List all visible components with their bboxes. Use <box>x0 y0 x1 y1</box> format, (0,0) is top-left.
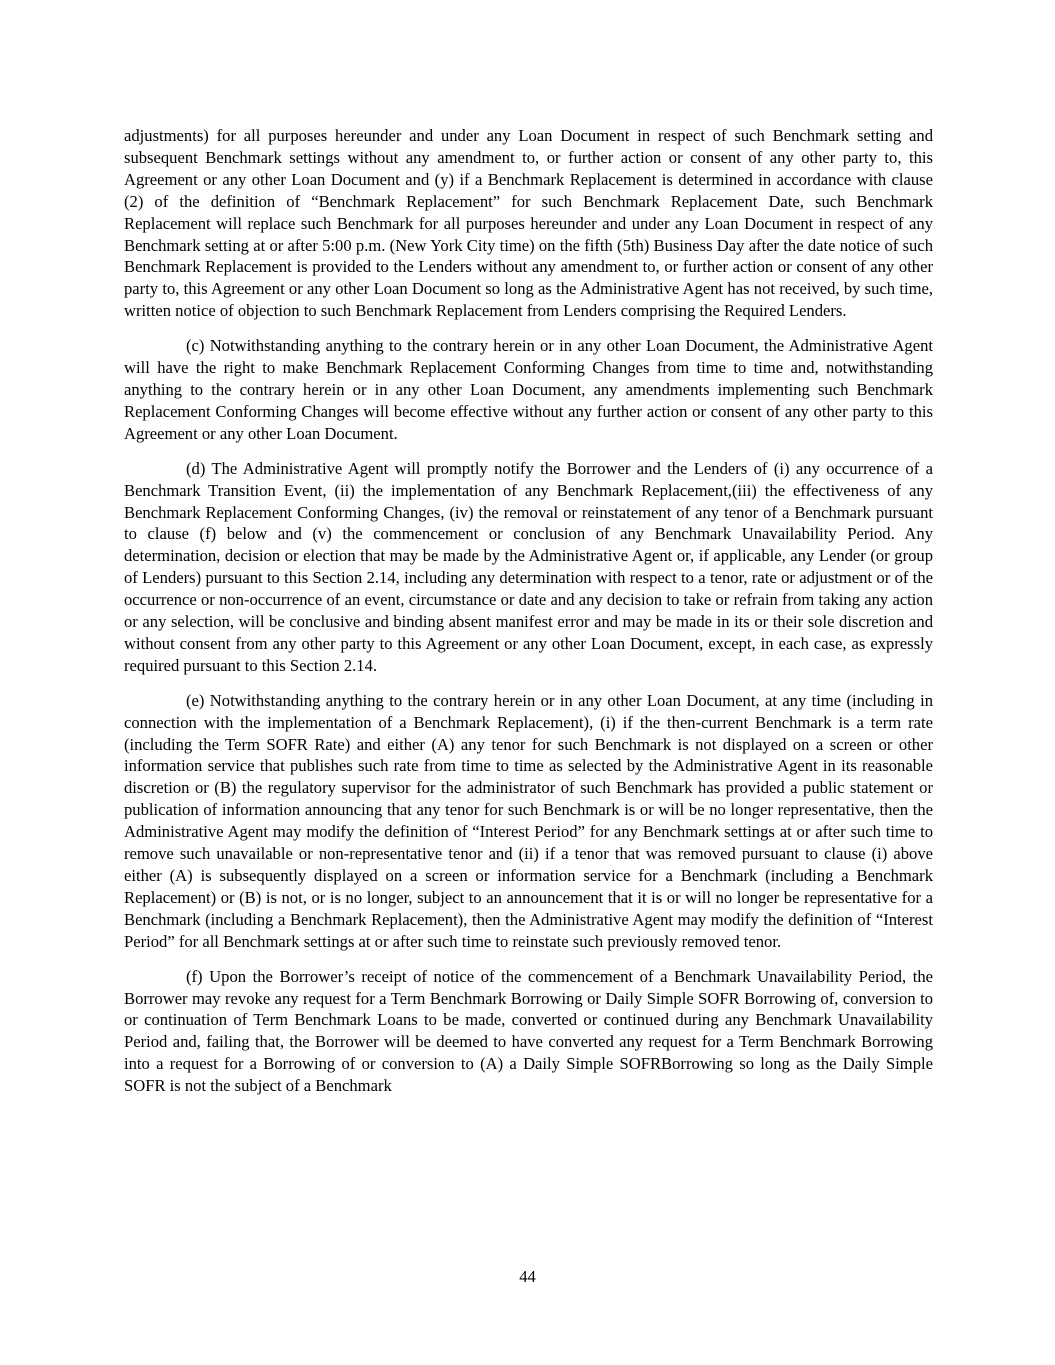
paragraph-e: (e) Notwithstanding anything to the contrary herein or in any other Loan Document, at any time (including in connection with the implementation of a Benchmark Replacement), (i) if the then-current Benchmark is a term rate (including the Term SOFR Rate) and either (A) any tenor for such Benchmark is not displayed on a screen or other information service that publishes such rate from time to time as selected by the Administrative Agent in its reasonable discretion or (B) the regulatory supervisor for the administrator of such Benchmark has provided a public statement or publication of information announcing that any tenor for such Benchmark is or will be no longer representative, then the Administrative Agent may modify the definition of “Interest Period” for any Benchmark settings at or after such time to remove such unavailable or non-representative tenor and (ii) if a tenor that was removed pursuant to clause (i) above either (A) is subsequently displayed on a screen or information service for a Benchmark (including a Benchmark Replacement) or (B) is not, or is no longer, subject to an announcement that it is or will no longer be representative for a Benchmark (including a Benchmark Replacement), then the Administrative Agent may modify the definition of “Interest Period” for all Benchmark settings at or after such time to reinstate such previously removed tenor. <box>124 690 933 951</box>
paragraph-f: (f) Upon the Borrower’s receipt of notice of the commencement of a Benchmark Unavailability Period, the Borrower may revoke any request for a Term Benchmark Borrowing or Daily Simple SOFR Borrowing of, conversion to or continuation of Term Benchmark Loans to be made, converted or continued during any Benchmark Unavailability Period and, failing that, the Borrower will be deemed to have converted any request for a Term Benchmark Borrowing into a request for a Borrowing of or conversion to (A) a Daily Simple SOFRBorrowing so long as the Daily Simple SOFR is not the subject of a Benchmark <box>124 966 933 1096</box>
paragraph-continuation: adjustments) for all purposes hereunder and under any Loan Document in respect of such Benchmark setting and subsequent Benchmark settings without any amendment to, or further action or consent of any other party to, this Agreement or any other Loan Document and (y) if a Benchmark Replacement is determined in accordance with clause (2) of the definition of “Benchmark Replacement” for such Benchmark Replacement Date, such Benchmark Replacement will replace such Benchmark for all purposes hereunder and under any Loan Document in respect of any Benchmark setting at or after 5:00 p.m. (New York City time) on the fifth (5th) Business Day after the date notice of such Benchmark Replacement is provided to the Lenders without any amendment to, or further action or consent of any other party to, this Agreement or any other Loan Document so long as the Administrative Agent has not received, by such time, written notice of objection to such Benchmark Replacement from Lenders comprising the Required Lenders. <box>124 126 933 321</box>
page-number: 44 <box>519 1267 536 1286</box>
paragraph-d: (d) The Administrative Agent will promptly notify the Borrower and the Lenders of (i) any occurrence of a Benchmark Transition Event, (ii) the implementation of any Benchmark Replacement,(iii) the effectiveness of any Benchmark Replacement Conforming Changes, (iv) the removal or reinstatement of any tenor of a Benchmark pursuant to clause (f) below and (v) the commencement or conclusion of any Benchmark Unavailability Period. Any determination, decision or election that may be made by the Administrative Agent or, if applicable, any Lender (or group of Lenders) pursuant to this Section 2.14, including any determination with respect to a tenor, rate or adjustment or of the occurrence or non-occurrence of an event, circumstance or date and any decision to take or refrain from taking any action or any selection, will be conclusive and binding absent manifest error and may be made in its or their sole discretion and without consent from any other party to this Agreement or any other Loan Document, except, in each case, as expressly required pursuant to this Section 2.14. <box>124 458 933 675</box>
paragraph-c: (c) Notwithstanding anything to the contrary herein or in any other Loan Document, the Administrative Agent will have the right to make Benchmark Replacement Conforming Changes from time to time and, notwithstanding anything to the contrary herein or in any other Loan Document, any amendments implementing such Benchmark Replacement Conforming Changes will become effective without any further action or consent of any other party to this Agreement or any other Loan Document. <box>124 336 933 443</box>
document-body <box>124 125 933 1110</box>
